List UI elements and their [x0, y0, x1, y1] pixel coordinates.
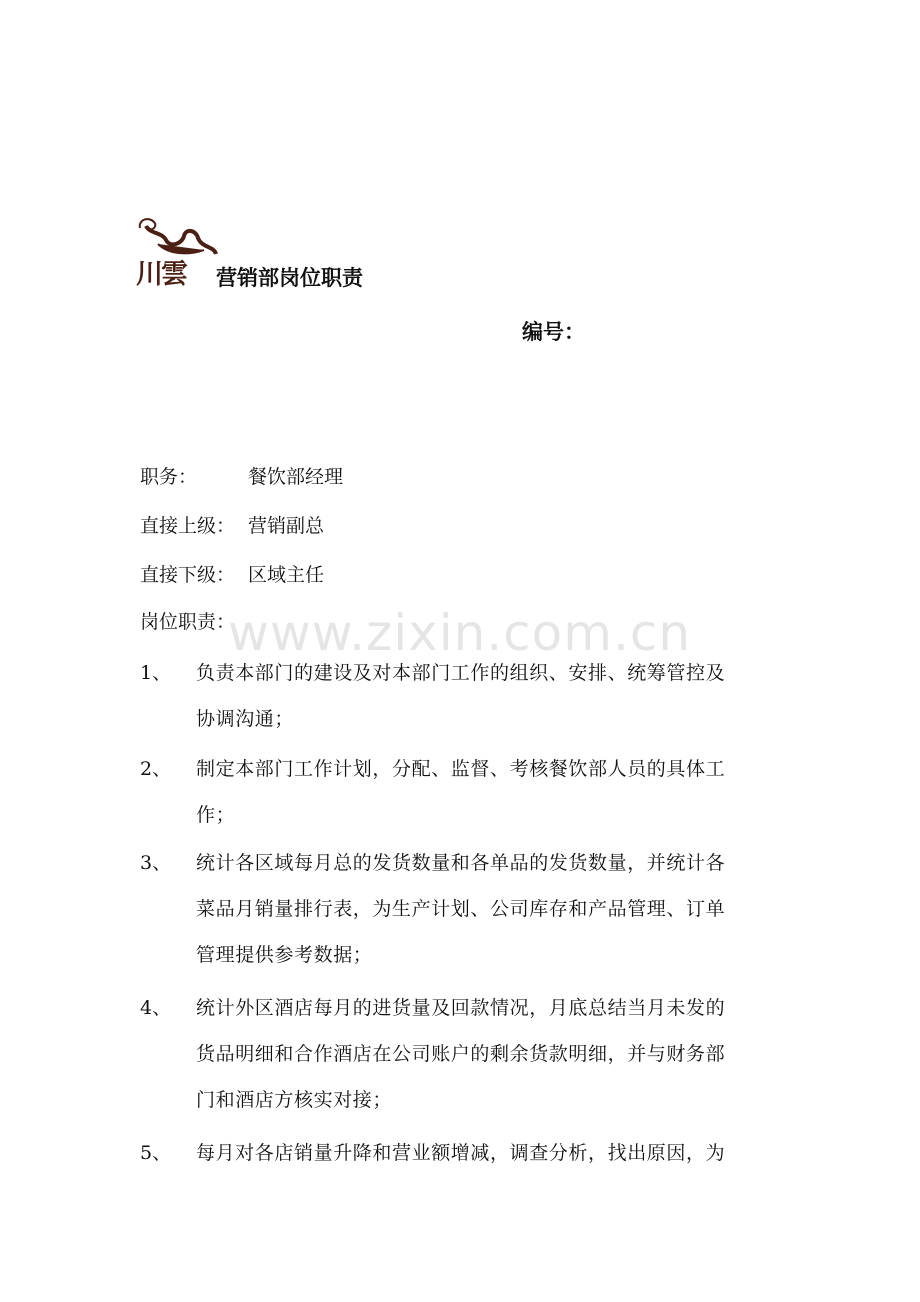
duty-line: 门和酒店方核实对接；: [196, 1089, 393, 1111]
duty-number: 2、: [140, 758, 172, 780]
duties-label: 岗位职责：: [140, 611, 236, 633]
duty-line: 每月对各店销量升降和营业额增减，调查分析，找出原因，为: [196, 1142, 726, 1164]
watermark: www.zixin.com.cn: [228, 604, 692, 662]
duty-number: 4、: [140, 997, 172, 1019]
field-direct-subordinate: [140, 560, 325, 587]
field-position: [140, 462, 344, 489]
logo-wordmark: 川雲: [136, 259, 186, 290]
duty-line: 统计各区域每月总的发货数量和各单品的发货数量，并统计各: [196, 852, 726, 874]
field-value: 餐饮部经理: [248, 466, 344, 488]
duty-line: 负责本部门的建设及对本部门工作的组织、安排、统筹管控及: [196, 662, 726, 684]
duty-line: 作；: [196, 804, 236, 826]
field-direct-superior: [140, 511, 325, 538]
field-label: 职务：: [140, 466, 198, 488]
document-title: 营销部岗位职责: [216, 266, 363, 290]
duty-line: 菜品月销量排行表，为生产计划、公司库存和产品管理、订单: [196, 898, 726, 920]
document-code-label: 编号：: [522, 320, 585, 344]
duty-number: 5、: [140, 1142, 172, 1164]
field-value: 营销副总: [248, 515, 325, 537]
field-label: 直接上级：: [140, 515, 236, 537]
duty-number: 1、: [140, 662, 172, 684]
duty-line: 货品明细和合作酒店在公司账户的剩余货款明细，并与财务部: [196, 1043, 726, 1065]
duty-line: 制定本部门工作计划，分配、监督、考核餐饮部人员的具体工: [196, 758, 726, 780]
duty-line: 管理提供参考数据；: [196, 944, 373, 966]
company-logo: [136, 214, 218, 290]
duty-line: 协调沟通；: [196, 708, 295, 730]
field-value: 区域主任: [248, 564, 325, 586]
duty-number: 3、: [140, 852, 172, 874]
duty-line: 统计外区酒店每月的进货量及回款情况，月底总结当月未发的: [196, 997, 726, 1019]
duties-heading: [140, 607, 235, 634]
field-label: 直接下级：: [140, 564, 236, 586]
